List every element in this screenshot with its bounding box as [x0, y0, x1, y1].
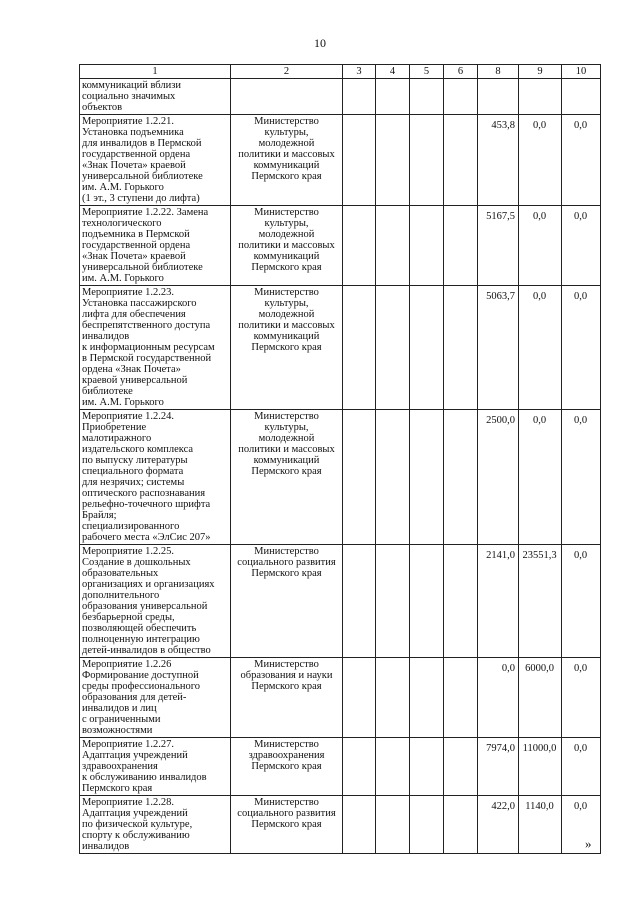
description-line: спорту к обслуживанию — [82, 830, 190, 841]
activity-description — [80, 545, 231, 658]
description-line: организациях и организациях — [82, 579, 215, 590]
organization-line: культуры, — [264, 218, 309, 229]
description-line: издательского комплекса — [82, 444, 194, 455]
program-activities-table — [79, 64, 601, 854]
organization-line: коммуникаций — [253, 251, 320, 262]
description-line: к информационным ресурсам — [82, 342, 215, 353]
organization-line: молодежной — [258, 433, 315, 444]
funding-col9: 6000,0 — [519, 658, 562, 738]
description-line: Брайля; — [82, 510, 117, 521]
description-line: Мероприятие 1.2.23. — [82, 287, 175, 298]
organization-line: коммуникаций — [253, 331, 320, 342]
funding-col10: 0,0 — [562, 658, 601, 738]
organization-line: политики и массовых — [238, 240, 335, 251]
table-row — [80, 79, 601, 115]
column-header: 2 — [231, 65, 343, 79]
table-row — [80, 115, 601, 206]
organization-line: Пермского края — [251, 342, 322, 353]
organization-line: Министерство — [254, 739, 319, 750]
description-line: рельефно-точечного шрифта — [82, 499, 211, 510]
description-line: по выпуску литературы — [82, 455, 188, 466]
organization-line: культуры, — [264, 298, 309, 309]
empty-cell — [376, 115, 410, 206]
table-row — [80, 286, 601, 410]
description-line: Адаптация учреждений — [82, 750, 188, 761]
empty-cell — [376, 206, 410, 286]
organization-line: коммуникаций — [253, 160, 320, 171]
empty-cell — [410, 738, 444, 796]
funding-col10: 0,0 — [562, 545, 601, 658]
funding-col10: 0,0 — [562, 115, 601, 206]
description-line: Адаптация учреждений — [82, 808, 188, 819]
responsible-organization — [231, 286, 343, 410]
empty-cell — [444, 206, 478, 286]
description-line: среды профессионального — [82, 681, 201, 692]
empty-cell — [410, 206, 444, 286]
empty-cell — [444, 545, 478, 658]
empty-cell — [376, 410, 410, 545]
table-row — [80, 545, 601, 658]
description-line: универсальной библиотеке — [82, 171, 203, 182]
empty-cell — [343, 658, 376, 738]
responsible-organization — [231, 115, 343, 206]
funding-col9 — [519, 79, 562, 115]
description-line: им. А.М. Горького — [82, 397, 164, 408]
description-line: дополнительного — [82, 590, 160, 601]
table-row — [80, 410, 601, 545]
empty-cell — [444, 286, 478, 410]
organization-line: Министерство — [254, 411, 319, 422]
description-line: для инвалидов в Пермской — [82, 138, 202, 149]
organization-line: Пермского края — [251, 761, 322, 772]
empty-cell — [444, 115, 478, 206]
organization-line: Пермского края — [251, 262, 322, 273]
empty-cell — [444, 658, 478, 738]
responsible-organization — [231, 796, 343, 854]
description-line: Мероприятие 1.2.26 — [82, 659, 172, 670]
activity-description — [80, 206, 231, 286]
funding-col8: 5063,7 — [478, 286, 519, 410]
description-line: объектов — [82, 102, 123, 113]
empty-cell — [376, 545, 410, 658]
responsible-organization — [231, 206, 343, 286]
funding-col9: 11000,0 — [519, 738, 562, 796]
empty-cell — [410, 796, 444, 854]
description-line: образования универсальной — [82, 601, 208, 612]
organization-line: политики и массовых — [238, 149, 335, 160]
description-line: безбарьерной среды, — [82, 612, 175, 623]
activity-description — [80, 658, 231, 738]
empty-cell — [343, 410, 376, 545]
description-line: Мероприятие 1.2.27. — [82, 739, 175, 750]
empty-cell — [444, 410, 478, 545]
organization-line: политики и массовых — [238, 444, 335, 455]
organization-line: Министерство — [254, 659, 319, 670]
description-line: к обслуживанию инвалидов — [82, 772, 207, 783]
description-line: по физической культуре, — [82, 819, 193, 830]
description-line: краевой универсальной — [82, 375, 188, 386]
column-header: 4 — [376, 65, 410, 79]
empty-cell — [376, 286, 410, 410]
empty-cell — [444, 79, 478, 115]
page-number: 10 — [314, 36, 326, 50]
funding-col8: 0,0 — [478, 658, 519, 738]
funding-col8: 7974,0 — [478, 738, 519, 796]
organization-line: коммуникаций — [253, 455, 320, 466]
description-line: Приобретение — [82, 422, 147, 433]
funding-col10 — [562, 79, 601, 115]
description-line: им. А.М. Горького — [82, 273, 164, 284]
activity-description — [80, 738, 231, 796]
description-line: «Знак Почета» краевой — [82, 160, 186, 171]
organization-line: социального развития — [237, 557, 336, 568]
description-line: Мероприятие 1.2.22. Замена — [82, 207, 209, 218]
organization-line: Министерство — [254, 287, 319, 298]
funding-col9: 23551,3 — [519, 545, 562, 658]
activity-description — [80, 79, 231, 115]
description-line: рабочего места «ЭлСис 207» — [82, 532, 211, 543]
description-line: Установка подъемника — [82, 127, 184, 138]
table-row — [80, 206, 601, 286]
funding-col10: 0,0 — [562, 738, 601, 796]
description-line: специального формата — [82, 466, 184, 477]
description-line: Мероприятие 1.2.28. — [82, 797, 175, 808]
description-line: полноценную интеграцию — [82, 634, 200, 645]
organization-line: Министерство — [254, 207, 319, 218]
organization-line: культуры, — [264, 422, 309, 433]
description-line: беспрепятственного доступа — [82, 320, 211, 331]
empty-cell — [444, 738, 478, 796]
description-line: универсальной библиотеке — [82, 262, 203, 273]
organization-line: молодежной — [258, 309, 315, 320]
description-line: для незрячих; системы — [82, 477, 185, 488]
continuation-mark: » — [585, 836, 592, 851]
empty-cell — [343, 206, 376, 286]
funding-col10: 0,0 — [562, 796, 601, 854]
funding-col8: 2500,0 — [478, 410, 519, 545]
funding-col8: 2141,0 — [478, 545, 519, 658]
description-line: Мероприятие 1.2.21. — [82, 116, 175, 127]
table-row — [80, 796, 601, 854]
description-line: Пермского края — [82, 783, 153, 794]
description-line: образовательных — [82, 568, 159, 579]
description-line: возможностями — [82, 725, 153, 736]
column-header: 8 — [478, 65, 519, 79]
organization-line: Пермского края — [251, 466, 322, 477]
organization-line: Министерство — [254, 797, 319, 808]
table-row — [80, 658, 601, 738]
organization-line: Пермского края — [251, 819, 322, 830]
organization-line: здравоохранения — [248, 750, 325, 761]
description-line: им. А.М. Горького — [82, 182, 164, 193]
funding-col8: 5167,5 — [478, 206, 519, 286]
funding-col9: 1140,0 — [519, 796, 562, 854]
funding-col9: 0,0 — [519, 206, 562, 286]
description-line: библиотеке — [82, 386, 133, 397]
empty-cell — [343, 286, 376, 410]
empty-cell — [410, 286, 444, 410]
organization-line: молодежной — [258, 138, 315, 149]
empty-cell — [376, 796, 410, 854]
empty-cell — [343, 115, 376, 206]
description-line: инвалидов и лиц — [82, 703, 157, 714]
empty-cell — [410, 410, 444, 545]
organization-line: Пермского края — [251, 681, 322, 692]
description-line: оптического распознавания — [82, 488, 206, 499]
funding-col10: 0,0 — [562, 410, 601, 545]
funding-col10: 0,0 — [562, 286, 601, 410]
description-line: инвалидов — [82, 841, 130, 852]
organization-line: Министерство — [254, 546, 319, 557]
empty-cell — [343, 796, 376, 854]
description-line: образования для детей- — [82, 692, 187, 703]
description-line: Создание в дошкольных — [82, 557, 191, 568]
organization-line: социального развития — [237, 808, 336, 819]
activity-description — [80, 796, 231, 854]
funding-col8: 422,0 — [478, 796, 519, 854]
description-line: малотиражного — [82, 433, 152, 444]
organization-line: культуры, — [264, 127, 309, 138]
description-line: в Пермской государственной — [82, 353, 212, 364]
empty-cell — [410, 545, 444, 658]
description-line: коммуникаций вблизи — [82, 80, 182, 91]
organization-line: Пермского края — [251, 171, 322, 182]
description-line: инвалидов — [82, 331, 130, 342]
column-header: 6 — [444, 65, 478, 79]
empty-cell — [343, 545, 376, 658]
description-line: Мероприятие 1.2.25. — [82, 546, 175, 557]
description-line: подъемника в Пермской — [82, 229, 190, 240]
organization-line: образования и науки — [240, 670, 333, 681]
empty-cell — [410, 79, 444, 115]
column-header: 9 — [519, 65, 562, 79]
organization-line: Министерство — [254, 116, 319, 127]
funding-col9: 0,0 — [519, 115, 562, 206]
description-line: детей-инвалидов в общество — [82, 645, 211, 656]
empty-cell — [343, 79, 376, 115]
funding-col9: 0,0 — [519, 410, 562, 545]
responsible-organization — [231, 79, 343, 115]
description-line: ордена «Знак Почета» — [82, 364, 181, 375]
funding-col9: 0,0 — [519, 286, 562, 410]
responsible-organization — [231, 658, 343, 738]
responsible-organization — [231, 545, 343, 658]
description-line: государственной ордена — [82, 240, 191, 251]
organization-line: Пермского края — [251, 568, 322, 579]
description-line: технологического — [82, 218, 162, 229]
column-header: 10 — [562, 65, 601, 79]
responsible-organization — [231, 410, 343, 545]
empty-cell — [444, 796, 478, 854]
empty-cell — [376, 738, 410, 796]
empty-cell — [410, 658, 444, 738]
column-header: 1 — [80, 65, 231, 79]
description-line: государственной ордена — [82, 149, 191, 160]
column-header: 3 — [343, 65, 376, 79]
column-header: 5 — [410, 65, 444, 79]
organization-line: молодежной — [258, 229, 315, 240]
empty-cell — [343, 738, 376, 796]
description-line: специализированного — [82, 521, 180, 532]
description-line: лифта для обеспечения — [82, 309, 186, 320]
description-line: социально значимых — [82, 91, 176, 102]
description-line: здравоохранения — [82, 761, 158, 772]
empty-cell — [376, 79, 410, 115]
description-line: Формирование доступной — [82, 670, 199, 681]
funding-col8: 453,8 — [478, 115, 519, 206]
description-line: (1 эт., 3 ступени до лифта) — [82, 193, 200, 204]
organization-line: политики и массовых — [238, 320, 335, 331]
table-header-row — [80, 65, 601, 79]
description-line: Установка пассажирского — [82, 298, 197, 309]
description-line: Мероприятие 1.2.24. — [82, 411, 175, 422]
empty-cell — [410, 115, 444, 206]
activity-description — [80, 115, 231, 206]
activity-description — [80, 410, 231, 545]
funding-col8 — [478, 79, 519, 115]
description-line: «Знак Почета» краевой — [82, 251, 186, 262]
table-row — [80, 738, 601, 796]
activity-description — [80, 286, 231, 410]
funding-col10: 0,0 — [562, 206, 601, 286]
description-line: с ограниченными — [82, 714, 161, 725]
responsible-organization — [231, 738, 343, 796]
description-line: позволяющей обеспечить — [82, 623, 197, 634]
empty-cell — [376, 658, 410, 738]
